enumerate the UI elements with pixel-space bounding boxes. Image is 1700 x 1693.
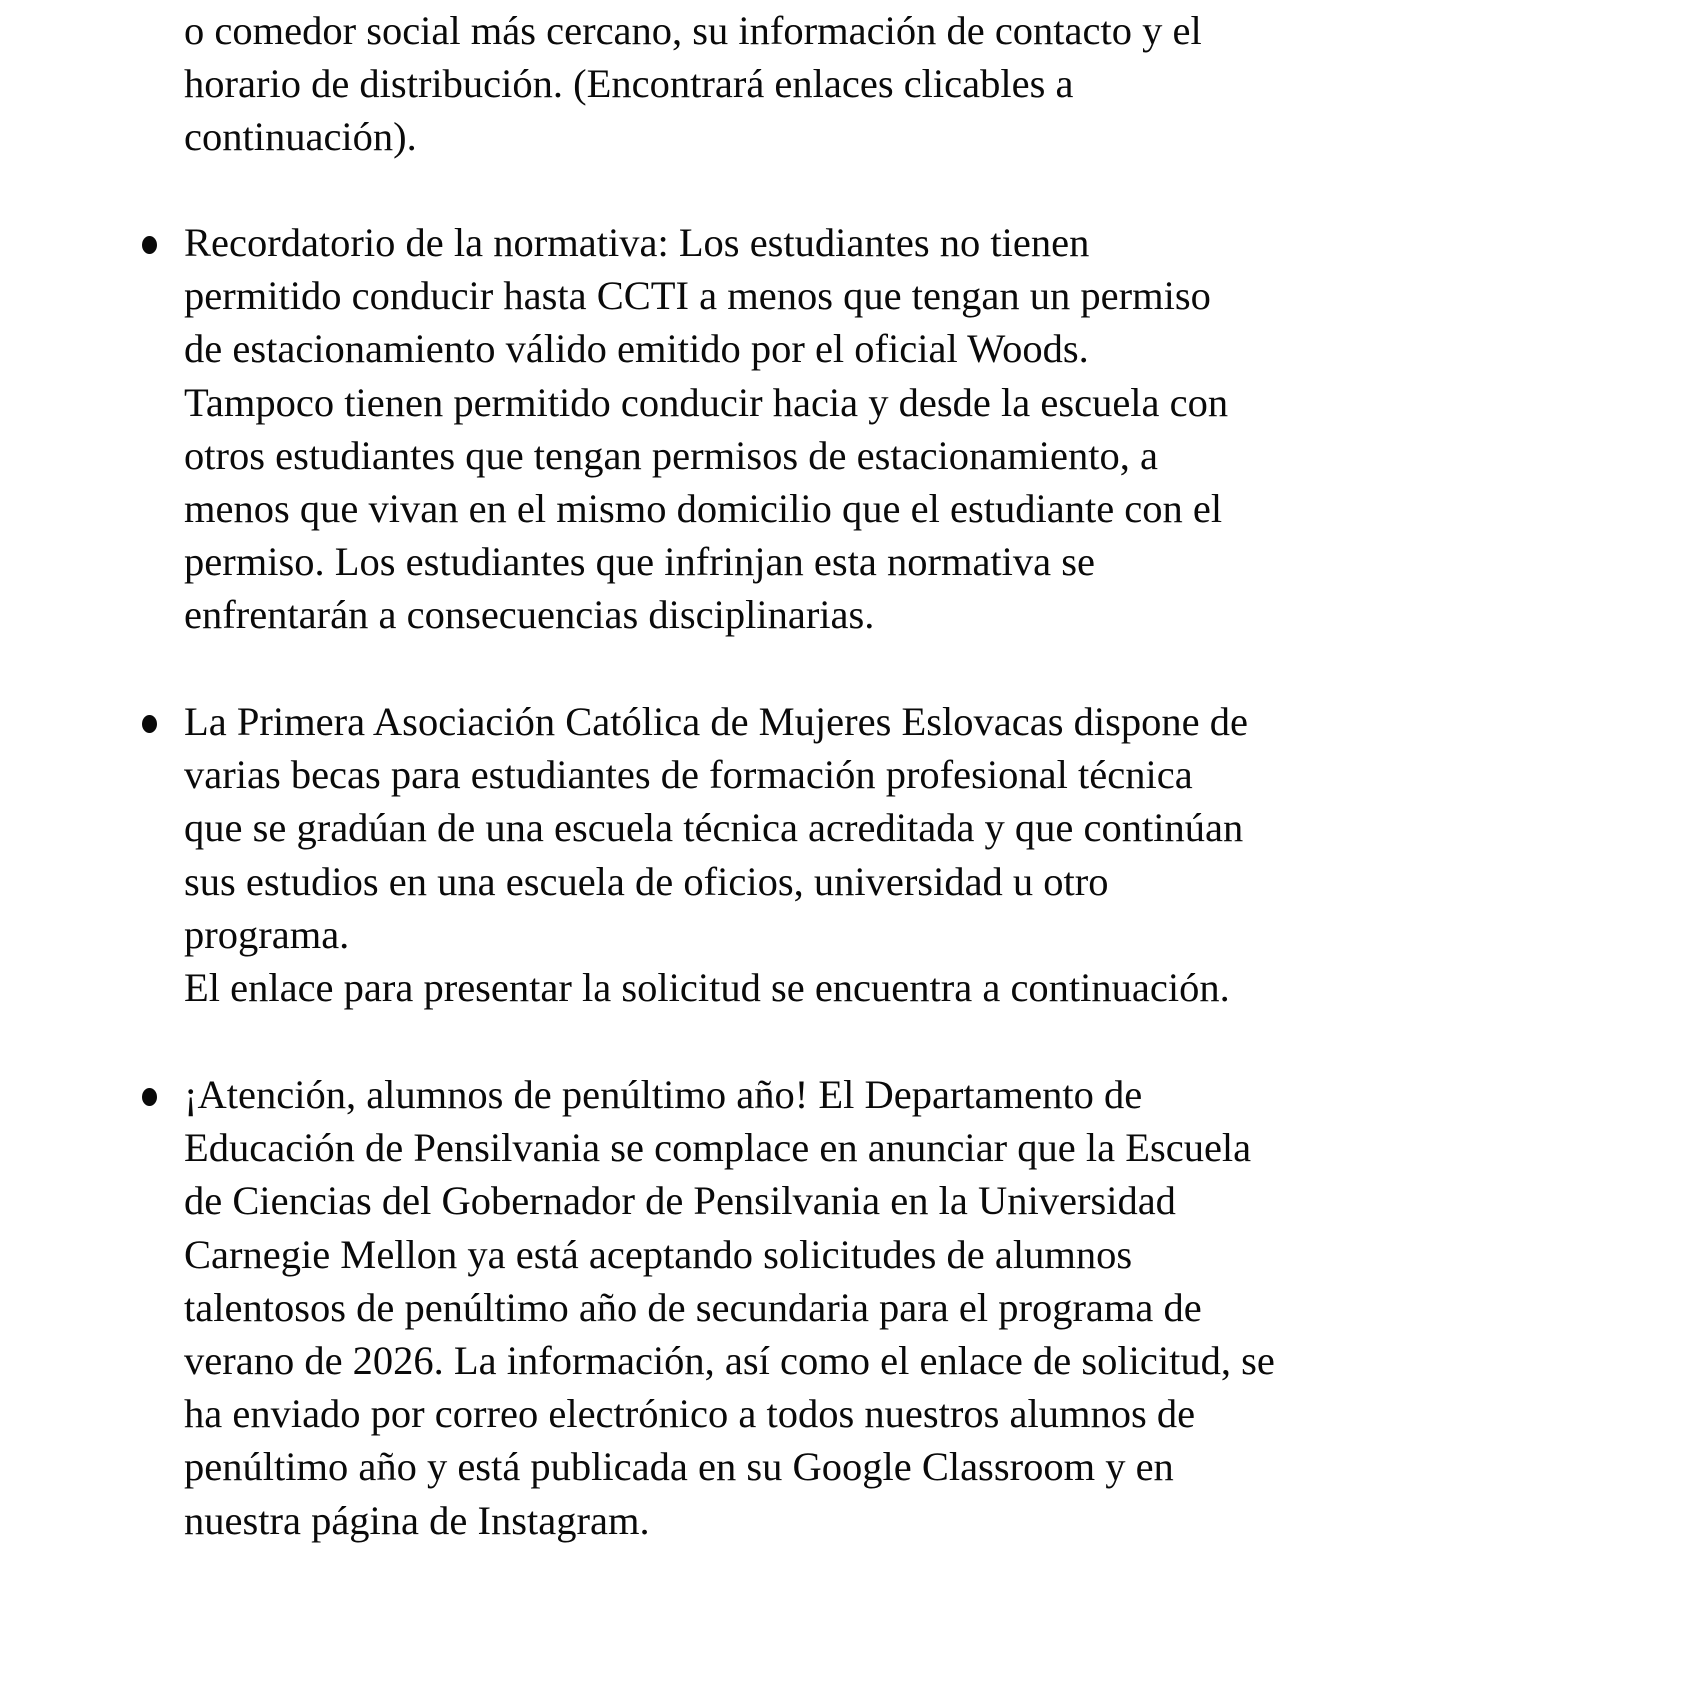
text-line: de estacionamiento válido emitido por el oficial Woods. [184, 326, 1089, 372]
bullet-icon [142, 1088, 157, 1106]
bullet-item-scholarship [184, 695, 1664, 1014]
bullet-item-parking-rule [184, 216, 1664, 642]
text-line: programa. [184, 911, 350, 957]
text-line: verano de 2026. La información, así como el enlace de solicitud, se [184, 1337, 1275, 1383]
text-line: ha enviado por correo electrónico a todos nuestros alumnos de [184, 1391, 1196, 1437]
text-line: talentosos de penúltimo año de secundaria para el programa de [184, 1284, 1202, 1330]
bullet-icon [142, 236, 157, 254]
text-line: continuación). [184, 114, 417, 160]
text-line: ¡Atención, alumnos de penúltimo año! El Departamento de [184, 1072, 1143, 1117]
text-line: Recordatorio de la normativa: Los estudiantes no tienen [184, 220, 1090, 265]
text-line: penúltimo año y está publicada en su Google Classroom y en [184, 1444, 1174, 1490]
text-line: La Primera Asociación Católica de Mujeres Eslovacas dispone de [184, 699, 1248, 744]
text-line: Tampoco tienen permitido conducir hacia y desde la escuela con [184, 379, 1229, 425]
text-line: Carnegie Mellon ya está aceptando solicitudes de alumnos [184, 1231, 1133, 1277]
text-line: o comedor social más cercano, su información de contacto y el [184, 8, 1202, 53]
text-line: horario de distribución. (Encontrará enlaces clicables a [184, 61, 1074, 107]
text-line: permitido conducir hasta CCTI a menos que tengan un permiso [184, 273, 1211, 319]
text-line: que se gradúan de una escuela técnica acreditada y que continúan [184, 805, 1244, 851]
text-line: El enlace para presentar la solicitud se encuentra a continuación. [184, 964, 1230, 1010]
text-line: enfrentarán a consecuencias disciplinarias. [184, 592, 875, 638]
text-line: sus estudios en una escuela de oficios, universidad u otro [184, 858, 1109, 904]
paragraph-continuation [184, 4, 1664, 164]
text-line: varias becas para estudiantes de formación profesional técnica [184, 752, 1193, 798]
text-line: nuestra página de Instagram. [184, 1497, 650, 1543]
text-line: permiso. Los estudiantes que infrinjan esta normativa se [184, 539, 1096, 585]
text-line: de Ciencias del Gobernador de Pensilvania en la Universidad [184, 1178, 1176, 1224]
text-line: menos que vivan en el mismo domicilio que el estudiante con el [184, 485, 1223, 531]
bullet-item-juniors-announcement [184, 1068, 1664, 1547]
text-line: otros estudiantes que tengan permisos de estacionamiento, a [184, 432, 1158, 478]
bullet-icon [142, 715, 157, 733]
text-line: Educación de Pensilvania se complace en anunciar que la Escuela [184, 1125, 1252, 1171]
